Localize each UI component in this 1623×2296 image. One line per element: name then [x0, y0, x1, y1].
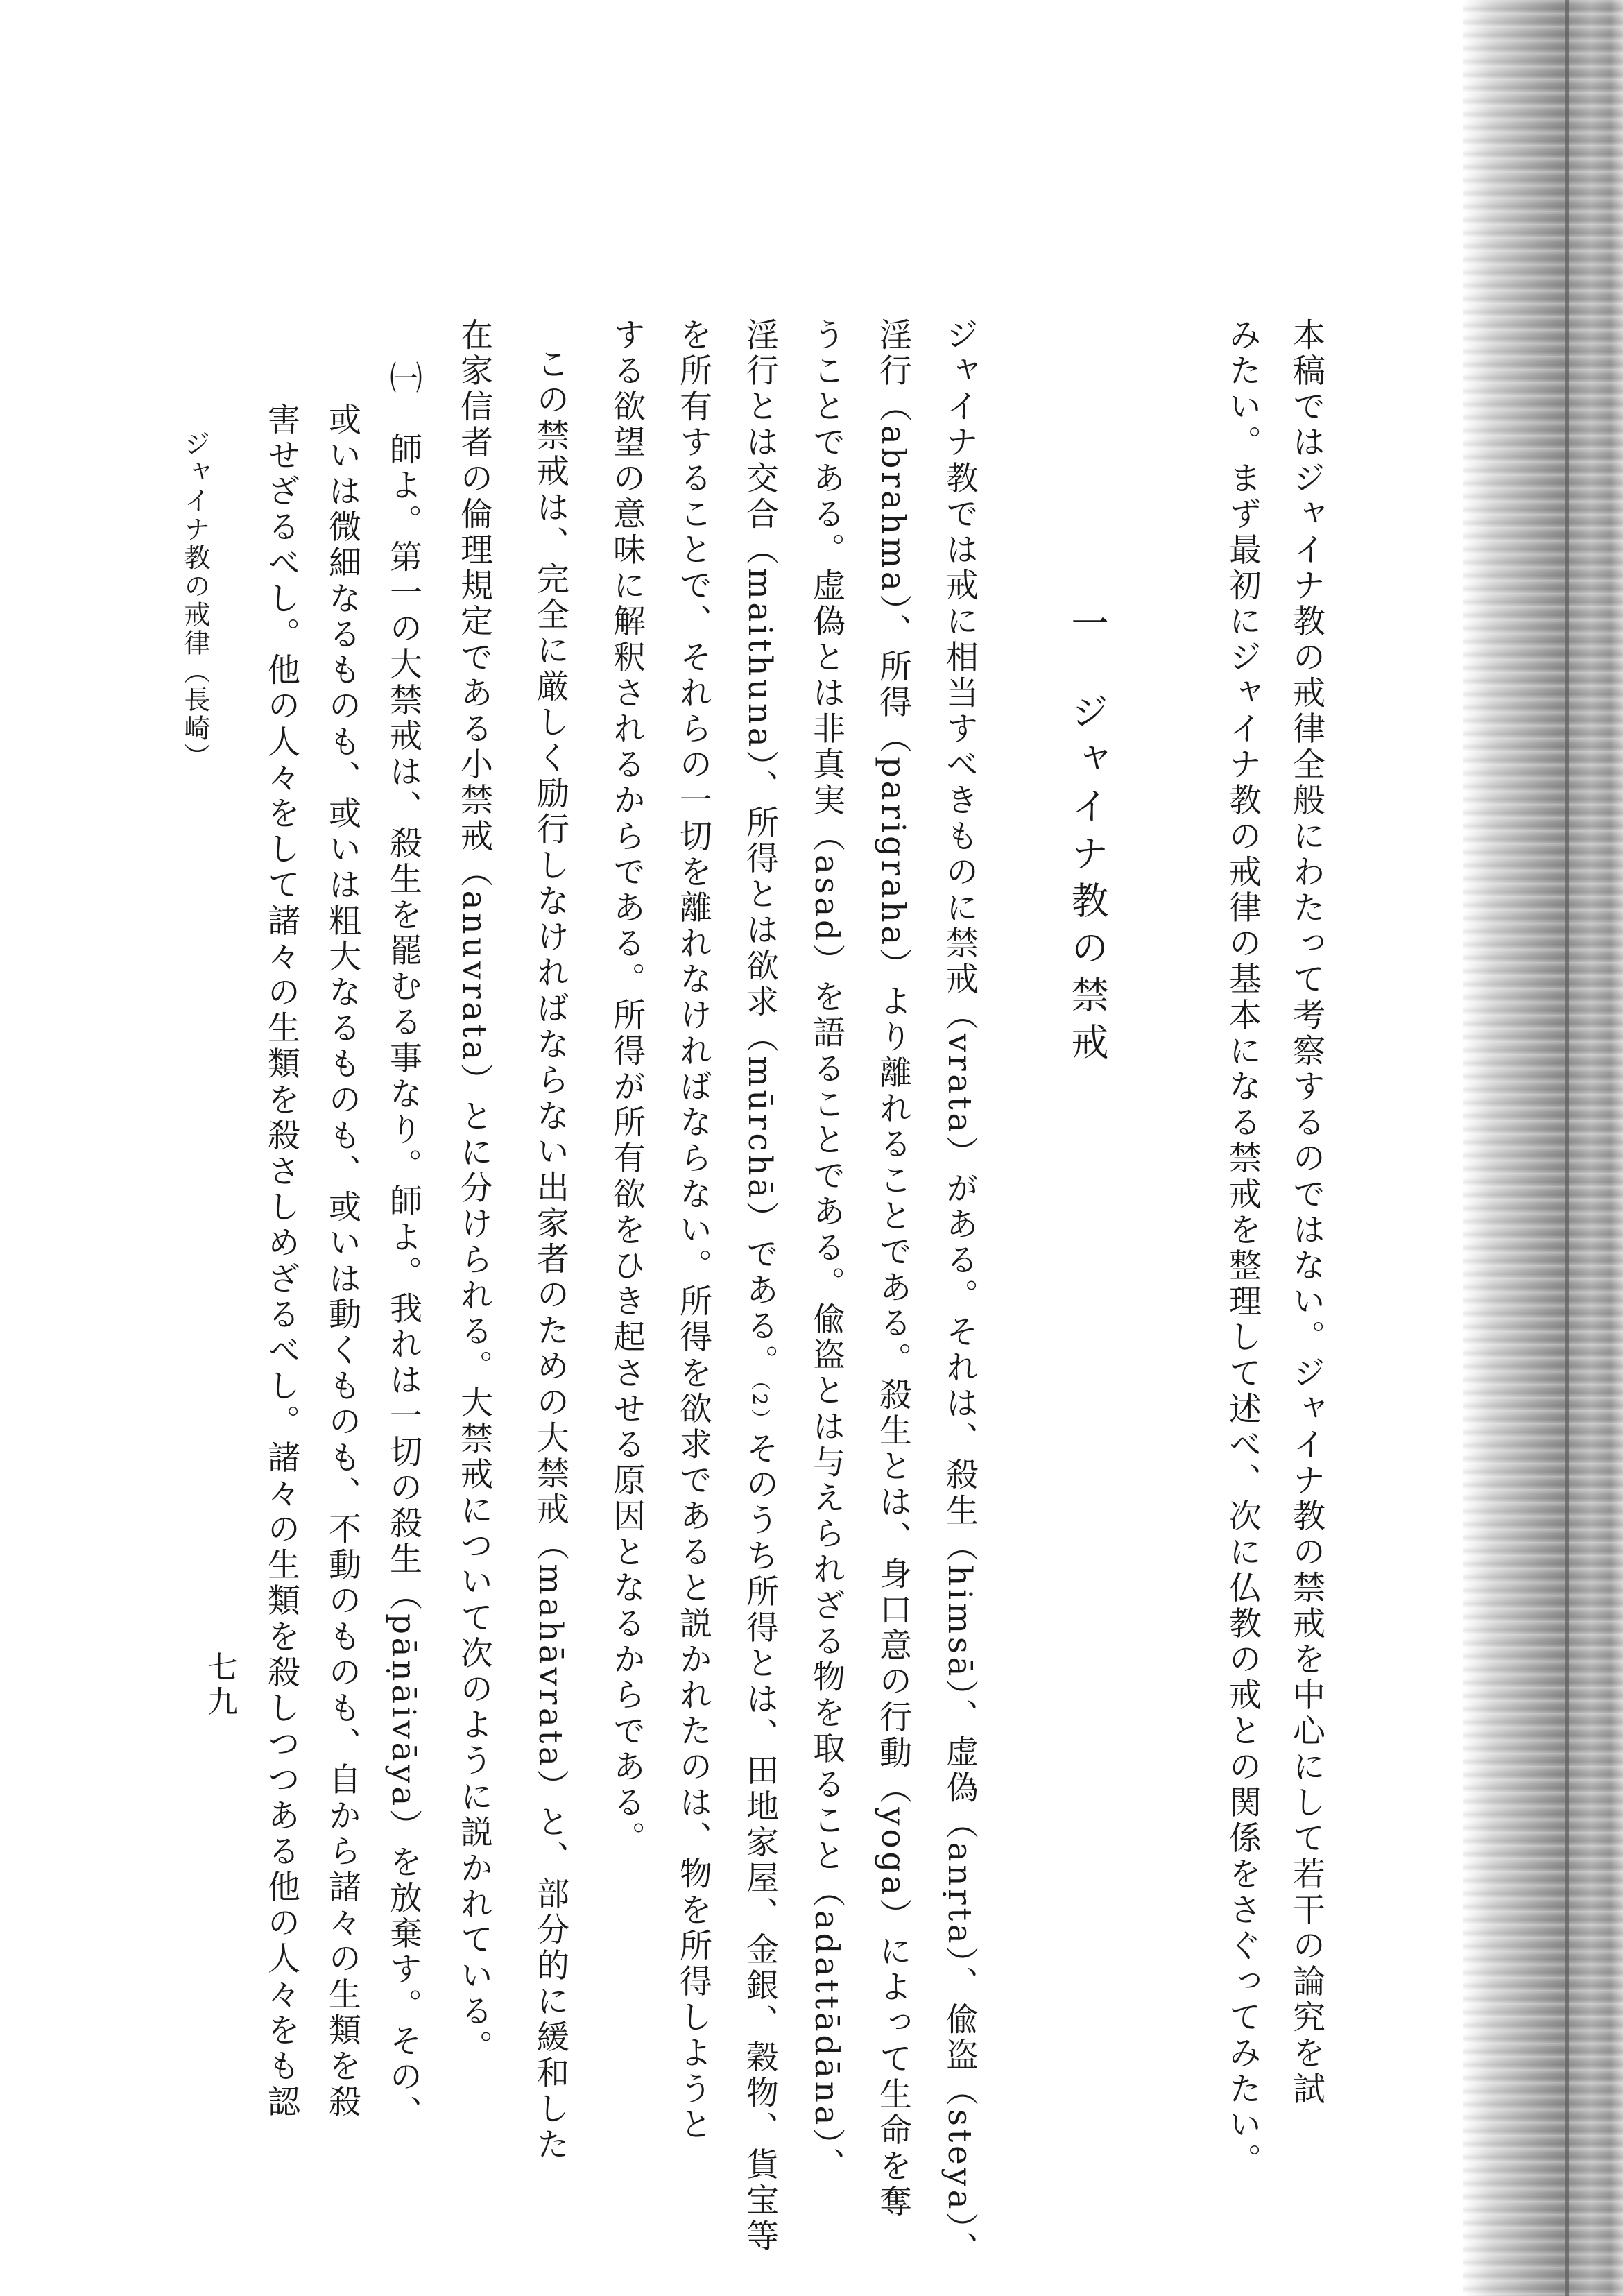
body-line-6: する欲望の意味に解釈されるからである。所得が所有欲をひき起させる原因となるからである。 — [608, 318, 646, 1857]
running-title: ジャイナ教の戒律（長崎） — [180, 430, 210, 771]
section-number: 一 — [1065, 603, 1109, 651]
body-line-5: を所有することで、それらの一切を離れなければならない。所得を欲求であると説かれたのは、物を所得しようと — [674, 318, 712, 2143]
page-number: 七九 — [202, 1651, 237, 1720]
scan-binding-edge — [1565, 0, 1569, 2296]
precept-item-1-line-2: 或いは微細なるものも、或いは粗大なるものも、或いは動くものも、不動のものも、自から諸々の生類を殺 — [323, 402, 361, 2121]
body-line-4 — [741, 318, 779, 2255]
precept-item-1-line-3: 害せざるべし。他の人々をして諸々の生類を殺さしめざるべし。諸々の生類を殺しつつある他の人々をも認 — [262, 402, 300, 2121]
body-line-8: 在家信者の倫理規定である小禁戒（anuvrata）とに分けられる。大禁戒について次のように説かれている。 — [455, 318, 493, 2066]
intro-line-1: 本稿ではジャイナ教の戒律全般にわたって考察するのではない。ジャイナ教の禁戒を中心にして若干の論究を試 — [1287, 318, 1325, 2107]
body-line-4-tail: そのうち所得とは、田地家屋、金銀、穀物、貨宝等 — [741, 1431, 779, 2255]
body-line-2: 淫行（abrahma）、所得（parigraha）より離れることである。殺生とは、身口意の行動（yoga）によって生命を奪 — [874, 318, 912, 2220]
scan-binding-shadow — [1463, 0, 1623, 2296]
section-heading — [1065, 603, 1109, 1070]
precept-item-1-line-1: ㈠ 師よ。第一の大禁戒は、殺生を罷むる事なり。師よ。我れは一切の殺生（pāṇāivāya）を放棄す。その、 — [384, 361, 422, 2132]
body-line-1: ジャイナ教では戒に相当すべきものに禁戒（vrata）がある。それは、殺生（himsā）、虚偽（anṛta）、偸盗（steya）、 — [941, 318, 979, 2268]
body-line-3: うことである。虚偽とは非真実（asad）を語ることである。偸盗とは与えられざる物を取ること（adattādāna）、 — [807, 318, 845, 2184]
section-title: ジャイナ教の禁戒 — [1065, 692, 1109, 1070]
body-line-4-head: 淫行とは交合（maithuna）、所得とは欲求（mūrchā）である。 — [741, 318, 779, 1380]
intro-line-2: みたい。まず最初にジャイナ教の戒律の基本になる禁戒を整理して述べ、次に仏教の戒との関係をさぐってみたい。 — [1223, 318, 1262, 2179]
footnote-marker: （2） — [748, 1380, 771, 1432]
body-line-7: この禁戒は、完全に厳しく励行しなければならない出家者のための大禁戒（mahāvrata）と、部分的に緩和した — [531, 347, 569, 2164]
